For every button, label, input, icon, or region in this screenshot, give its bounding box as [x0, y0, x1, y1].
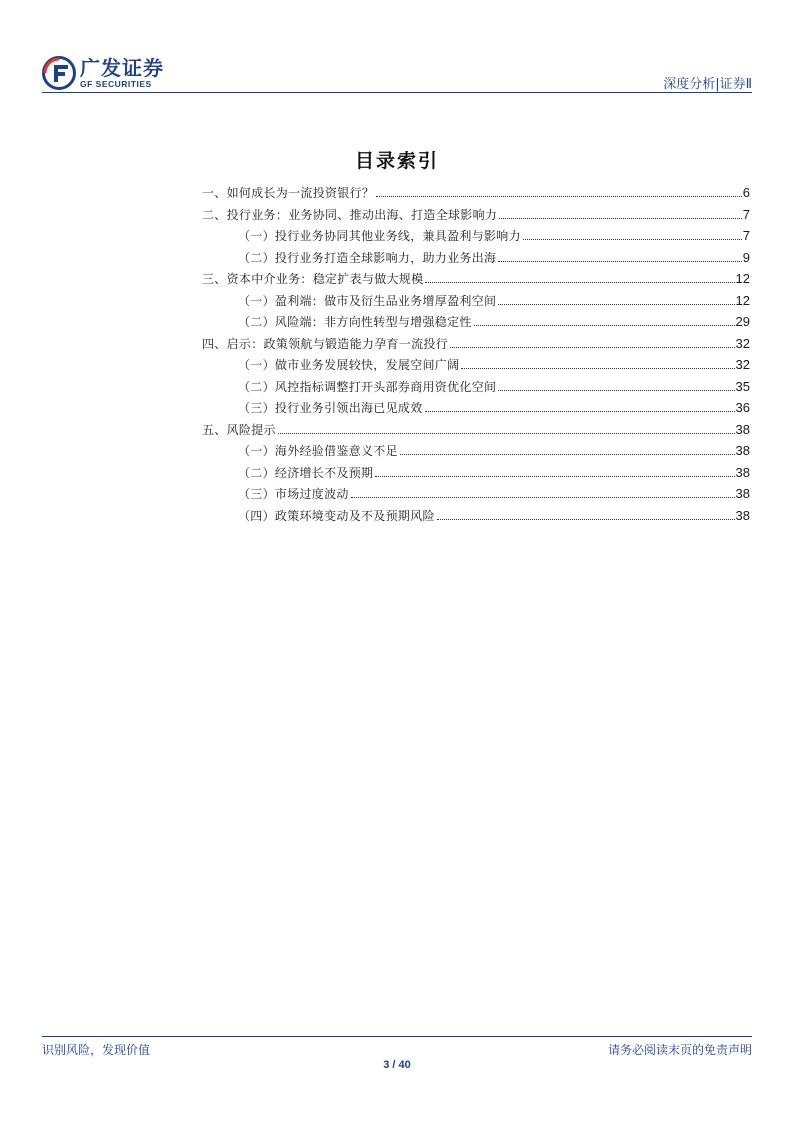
gf-logo-icon [42, 56, 76, 90]
toc-entry-page: 38 [735, 507, 750, 523]
brand-name-cn: 广发证券 [80, 56, 164, 80]
toc-entry-text: 一、如何成长为一流投资银行？ [202, 186, 375, 200]
toc-entry-text: （三）市场过度波动 [238, 487, 349, 501]
toc-entry-page: 12 [735, 271, 750, 286]
toc-title: 目录索引 [354, 150, 439, 172]
toc-entry-2[interactable] [202, 204, 750, 222]
toc-entry-text: （一）海外经验借鉴意义不足 [238, 444, 398, 458]
toc-entry-page: 38 [735, 486, 750, 501]
toc-entry-3-2[interactable] [238, 311, 750, 329]
toc-leader-dots [425, 282, 734, 283]
toc-leader-dots [461, 368, 734, 369]
toc-leader-dots [278, 433, 735, 434]
report-type-label: 深度分析|证券Ⅱ [663, 77, 752, 92]
toc-entry-5[interactable] [202, 419, 750, 437]
toc-entry-text: （一）做市业务发展较快，发展空间广阔 [238, 358, 460, 372]
toc-leader-dots [375, 476, 734, 477]
footer-slogan: 识别风险，发现价值 [42, 1043, 151, 1057]
footer-divider [42, 1036, 752, 1037]
toc-entry-page: 38 [735, 421, 750, 437]
toc-entry-5-2[interactable] [238, 462, 750, 480]
toc-entry-text: （二）投行业务打造全球影响力，助力业务出海 [238, 250, 497, 265]
toc-leader-dots [425, 411, 735, 412]
page-number: 3 / 40 [383, 1059, 411, 1071]
toc-entry-text: （二）风控指标调整打开头部券商用资优化空间 [238, 379, 497, 394]
toc-leader-dots [523, 239, 742, 240]
toc-entry-5-1[interactable] [238, 440, 750, 458]
toc-leader-dots [437, 519, 735, 520]
toc-leader-dots [498, 390, 734, 391]
toc-entry-1[interactable] [202, 182, 750, 200]
toc-entry-text: （一）投行业务协同其他业务线，兼具盈利与影响力 [238, 229, 521, 243]
footer-disclaimer-note: 请务必阅读末页的免责声明 [607, 1043, 752, 1057]
toc-leader-dots [499, 218, 742, 219]
toc-leader-dots [498, 304, 734, 305]
toc-entry-4-1[interactable] [238, 354, 750, 372]
toc-entry-page: 9 [742, 249, 750, 265]
toc-entry-text: 四、启示：政策领航与锻造能力孕育一流投行 [202, 336, 449, 351]
gf-securities-logo [42, 56, 164, 90]
toc-entry-page: 38 [735, 443, 750, 458]
toc-leader-dots [474, 325, 735, 326]
toc-entry-text: （四）政策环境变动及不及预期风险 [238, 508, 435, 523]
toc-entry-page: 32 [735, 357, 750, 372]
toc-entry-3[interactable] [202, 268, 750, 286]
toc-entry-2-1[interactable] [238, 225, 750, 243]
brand-name-en: GF SECURITIES [80, 79, 152, 89]
toc-entry-page: 32 [735, 335, 750, 351]
page-header [42, 50, 752, 92]
toc-entry-5-3[interactable] [238, 483, 750, 501]
toc-entry-2-2[interactable] [238, 247, 750, 265]
toc-entry-5-4[interactable] [238, 505, 750, 523]
toc-entry-page: 35 [735, 378, 750, 394]
toc-entry-4-3[interactable] [238, 397, 750, 415]
toc-entry-3-1[interactable] [238, 290, 750, 308]
toc-entry-text: 三、资本中介业务：稳定扩表与做大规模 [202, 272, 424, 286]
toc-entry-page: 12 [735, 292, 750, 308]
toc-entry-page: 7 [742, 228, 750, 243]
toc-entry-page: 36 [735, 400, 750, 415]
toc-entry-text: 五、风险提示 [202, 422, 276, 437]
toc-leader-dots [376, 196, 742, 197]
toc-entry-page: 29 [735, 314, 750, 329]
toc-entry-text: （一）盈利端：做市及衍生品业务增厚盈利空间 [238, 293, 497, 308]
toc-entry-page: 6 [742, 185, 750, 200]
header-divider [42, 92, 752, 93]
toc-entry-page: 7 [742, 206, 750, 222]
toc-entry-text: （二）风险端：非方向性转型与增强稳定性 [238, 315, 472, 329]
toc-leader-dots [351, 497, 735, 498]
toc-entry-page: 38 [735, 464, 750, 480]
toc-entry-text: 二、投行业务：业务协同、推动出海、打造全球影响力 [202, 207, 498, 222]
toc-leader-dots [450, 347, 735, 348]
toc-entry-4[interactable] [202, 333, 750, 351]
toc-leader-dots [498, 261, 741, 262]
toc-leader-dots [400, 454, 735, 455]
toc-entry-text: （三）投行业务引领出海已见成效 [238, 401, 423, 415]
toc-entry-4-2[interactable] [238, 376, 750, 394]
toc-entry-text: （二）经济增长不及预期 [238, 465, 374, 480]
